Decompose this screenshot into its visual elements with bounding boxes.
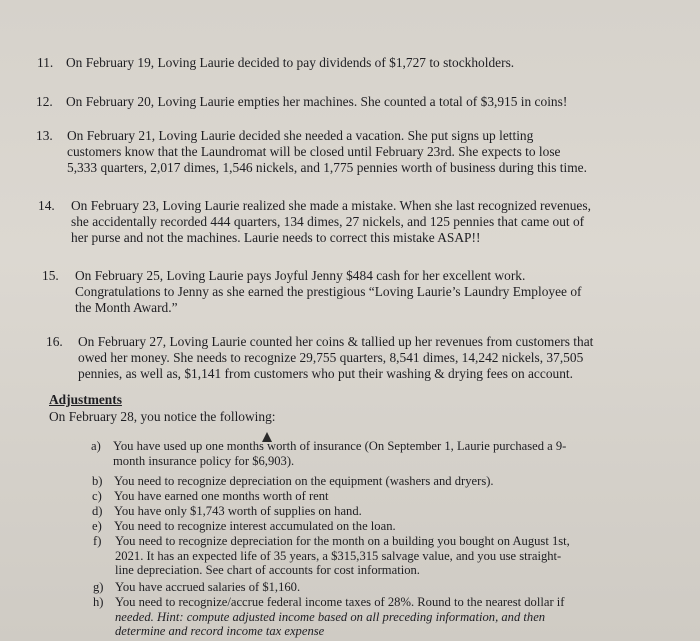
- adjustment-hint-line: determine and record income tax expense: [115, 624, 325, 639]
- adjustment-line: You have used up one months worth of insurance (On September 1, Laurie purchased a 9-: [113, 439, 567, 453]
- item-line: On February 23, Loving Laurie realized she made a mistake. When she last recognized revenues,: [71, 198, 591, 213]
- item-line: On February 27, Loving Laurie counted her coins & tallied up her revenues from customers that: [78, 334, 594, 349]
- adjustment-letter: f): [93, 534, 102, 548]
- adjustment-letter: c): [92, 489, 102, 503]
- adjustment-text: [114, 474, 494, 489]
- adjustment-line: 2021. It has an expected life of 35 years, a $315,315 salvage value, and you use straight-: [115, 548, 562, 563]
- adjustment-line: You have only $1,743 worth of supplies on hand.: [114, 504, 362, 518]
- adjustment-line: You need to recognize depreciation on the equipment (washers and dryers).: [114, 474, 494, 488]
- adjustment-text: [115, 534, 570, 578]
- item-line: On February 25, Loving Laurie pays Joyful Jenny $484 cash for her excellent work.: [75, 268, 526, 283]
- item-number: 14.: [38, 198, 55, 213]
- adjustment-letter: g): [93, 580, 104, 594]
- item-line: her purse and not the machines. Laurie needs to correct this mistake ASAP!!: [71, 230, 481, 245]
- item-number: 15.: [42, 268, 59, 283]
- adjustment-line: You need to recognize/accrue federal income taxes of 28%. Round to the nearest dollar if: [115, 595, 565, 609]
- item-number: 16.: [46, 334, 63, 349]
- item-text: [67, 128, 587, 176]
- adjustment-line: line depreciation. See chart of accounts for cost information.: [115, 563, 420, 578]
- item-line: 5,333 quarters, 2,017 dimes, 1,546 nickels, and 1,775 pennies worth of business during this time.: [67, 160, 587, 175]
- item-line: pennies, as well as, $1,141 from customers who put their washing & drying fees on account.: [78, 366, 573, 381]
- item-text: [78, 334, 593, 382]
- adjustment-line: month insurance policy for $6,903).: [113, 453, 295, 468]
- item-number: 11.: [37, 55, 54, 70]
- item-line: customers know that the Laundromat will be closed until February 23rd. She expects to lose: [67, 144, 561, 159]
- adjustment-line: You have earned one months worth of rent: [114, 489, 329, 503]
- item-line: Congratulations to Jenny as she earned the prestigious “Loving Laurie’s Laundry Employee of: [75, 284, 582, 299]
- item-line: owed her money. She needs to recognize 29,755 quarters, 8,541 dimes, 14,242 nickels, 37,505: [78, 350, 584, 365]
- item-text: [66, 94, 567, 110]
- adjustment-text: [114, 504, 362, 519]
- adjustments-heading: Adjustments: [49, 392, 122, 407]
- adjustment-line: You have accrued salaries of $1,160.: [115, 580, 301, 594]
- item-line: On February 19, Loving Laurie decided to pay dividends of $1,727 to stockholders.: [66, 55, 515, 70]
- item-number: 12.: [36, 94, 53, 109]
- adjustment-letter: e): [92, 519, 102, 533]
- item-line: On February 20, Loving Laurie empties her machines. She counted a total of $3,915 in coins!: [66, 94, 568, 109]
- adjustment-text: [115, 595, 564, 639]
- adjustment-text: [114, 519, 396, 534]
- item-line: she accidentally recorded 444 quarters, 134 dimes, 27 nickels, and 125 pennies that came out of: [71, 214, 585, 229]
- adjustment-line: You need to recognize interest accumulated on the loan.: [114, 519, 396, 533]
- item-number: 13.: [36, 128, 53, 143]
- adjustment-letter: h): [93, 595, 104, 609]
- item-line: On February 21, Loving Laurie decided she needed a vacation. She put signs up letting: [67, 128, 534, 143]
- adjustment-letter: b): [92, 474, 103, 488]
- item-text: [66, 55, 514, 71]
- adjustment-letter: d): [92, 504, 103, 518]
- item-text: [75, 268, 581, 316]
- adjustment-letter: a): [91, 439, 101, 453]
- adjustment-text: [113, 439, 566, 468]
- adjustments-intro: On February 28, you notice the following:: [49, 409, 276, 424]
- adjustment-text: [114, 489, 329, 504]
- adjustment-line: You need to recognize depreciation for the month on a building you bought on August 1st,: [115, 534, 570, 548]
- item-text: [71, 198, 591, 246]
- item-line: the Month Award.”: [75, 300, 178, 315]
- adjustment-hint-line: needed. Hint: compute adjusted income based on all preceding information, and then: [115, 609, 546, 624]
- adjustment-text: [115, 580, 300, 595]
